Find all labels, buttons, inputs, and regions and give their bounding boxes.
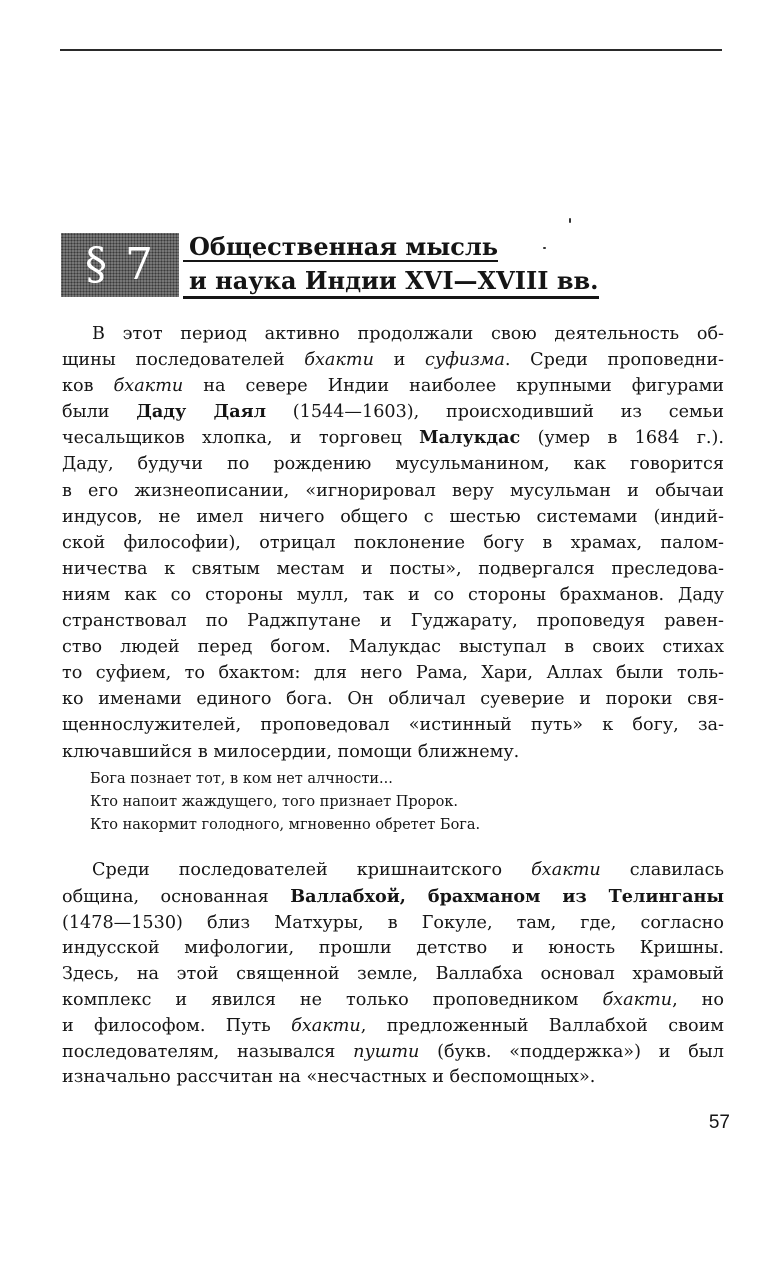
text-line: [62, 425, 724, 451]
poem-line: Кто накормит голодного, мгновенно обретет Бога.: [90, 817, 481, 833]
text-line: [62, 504, 724, 530]
section-title-line-2: и наука Индии XVI—XVIII вв.: [183, 265, 599, 299]
text-line: [62, 962, 724, 988]
italic-term: бхакти: [291, 1015, 361, 1036]
italic-term: бхакти: [113, 376, 184, 397]
text-run: , предложенный Валлабхой своим: [360, 1015, 724, 1036]
text-run: странствовал по Раджпутане и Гуджарату, проповедуя равен-: [62, 611, 724, 632]
text-run: (1544—1603), происходивший из семьи: [266, 402, 724, 423]
text-line: [62, 712, 724, 738]
paragraph-1: [62, 321, 724, 765]
text-line: [62, 1014, 724, 1040]
text-run: ков: [62, 376, 114, 397]
italic-term: бхакти: [304, 350, 374, 371]
text-line: [62, 399, 724, 425]
text-line: [62, 686, 724, 712]
text-line: [62, 858, 724, 884]
poem-line: Кто напоит жаждущего, того признает Пророк.: [90, 794, 459, 810]
text-run: ской философии), отрицал поклонение богу в храмах, палом-: [62, 532, 724, 553]
text-line: [62, 556, 724, 582]
text-line: [62, 634, 724, 660]
text-run: комплекс и явился не только проповедником: [62, 989, 603, 1010]
text-run: и: [373, 350, 426, 371]
text-run: щины последователей: [62, 350, 305, 371]
text-run: индусов, не имел ничего общего с шестью системами (индий-: [62, 506, 724, 527]
text-run: Даду, будучи по рождению мусульманином, как говорится: [62, 454, 724, 475]
text-run: . Среди проповедни-: [504, 350, 724, 371]
text-run: ничества к святым местам и посты», подвергался преследова-: [62, 558, 724, 579]
text-run: изначально рассчитан на «несчастных и беспомощных».: [62, 1067, 596, 1088]
page-number: 57: [708, 1112, 730, 1133]
text-run: и философом. Путь: [62, 1015, 292, 1036]
text-line: [62, 582, 724, 608]
text-line: [62, 451, 724, 477]
text-run: община, основанная: [62, 886, 291, 907]
text-line: [62, 608, 724, 634]
text-run: (букв. «поддержка») и был: [419, 1041, 724, 1062]
section-number-badge: § 7: [61, 233, 179, 297]
bold-term: Малукдас: [419, 427, 521, 449]
text-run: последователям, назывался: [62, 1041, 354, 1062]
text-line: [62, 1040, 724, 1066]
text-line: [62, 739, 724, 765]
text-run: Среди последователей кришнаитского: [92, 860, 532, 880]
italic-term: суфизма: [425, 350, 505, 371]
italic-term: бхакти: [602, 989, 673, 1010]
italic-term: бхакти: [531, 860, 601, 880]
poem-quote: [90, 768, 650, 837]
text-run: (умер в 1684 г.).: [520, 428, 724, 449]
text-run: (1478—1530) близ Матхуры, в Гокуле, там, где, согласно: [62, 912, 724, 933]
section-title: [183, 231, 653, 299]
text-line: [62, 321, 724, 347]
text-line: [62, 530, 724, 556]
text-line: [62, 347, 724, 373]
text-run: на севере Индии наиболее крупными фигурами: [183, 376, 724, 397]
bold-term: Даду Даял: [136, 401, 267, 423]
text-run: щеннослужителей, проповедовал «истинный путь» к богу, за-: [62, 715, 724, 736]
top-rule: [60, 49, 722, 51]
text-line: [62, 373, 724, 399]
text-line: [62, 660, 724, 686]
text-run: Здесь, на этой священной земле, Валлабха основал храмовый: [62, 964, 724, 985]
bold-term: Валлабхой, брахманом из Телинганы: [290, 885, 724, 907]
text-run: ключавшийся в милосердии, помощи ближнему.: [62, 741, 520, 762]
text-line: [62, 478, 724, 504]
poem-line: Бога познает тот, в ком нет алчности...: [90, 771, 393, 787]
text-line: [62, 988, 724, 1014]
scan-speck: [569, 218, 571, 223]
text-run: чесальщиков хлопка, и торговец: [62, 428, 420, 449]
text-run: индусской мифологии, прошли детство и юность Кришны.: [62, 938, 724, 959]
text-line: [62, 936, 724, 962]
text-run: были: [62, 402, 137, 423]
text-run: ко именами единого бога. Он обличал суеверие и пороки свя-: [62, 689, 724, 710]
text-line: [62, 911, 724, 937]
text-run: в его жизнеописании, «игнорировал веру мусульман и обычаи: [62, 480, 724, 501]
text-run: то суфием, то бхактом: для него Рама, Хари, Аллах были толь-: [62, 663, 724, 684]
text-run: ниям как со стороны мулл, так и со стороны брахманов. Даду: [62, 584, 724, 605]
text-line: [62, 884, 724, 911]
section-title-line-1: Общественная мысль: [183, 233, 498, 262]
text-run: ство людей перед богом. Малукдас выступал в своих стихах: [62, 637, 724, 658]
text-run: славилась: [600, 860, 724, 880]
text-line: [62, 1065, 724, 1091]
text-run: В этот период активно продолжали свою деятельность об-: [92, 324, 724, 344]
text-run: , но: [672, 989, 724, 1010]
italic-term: пушти: [353, 1041, 420, 1062]
paragraph-2: [62, 858, 724, 1091]
